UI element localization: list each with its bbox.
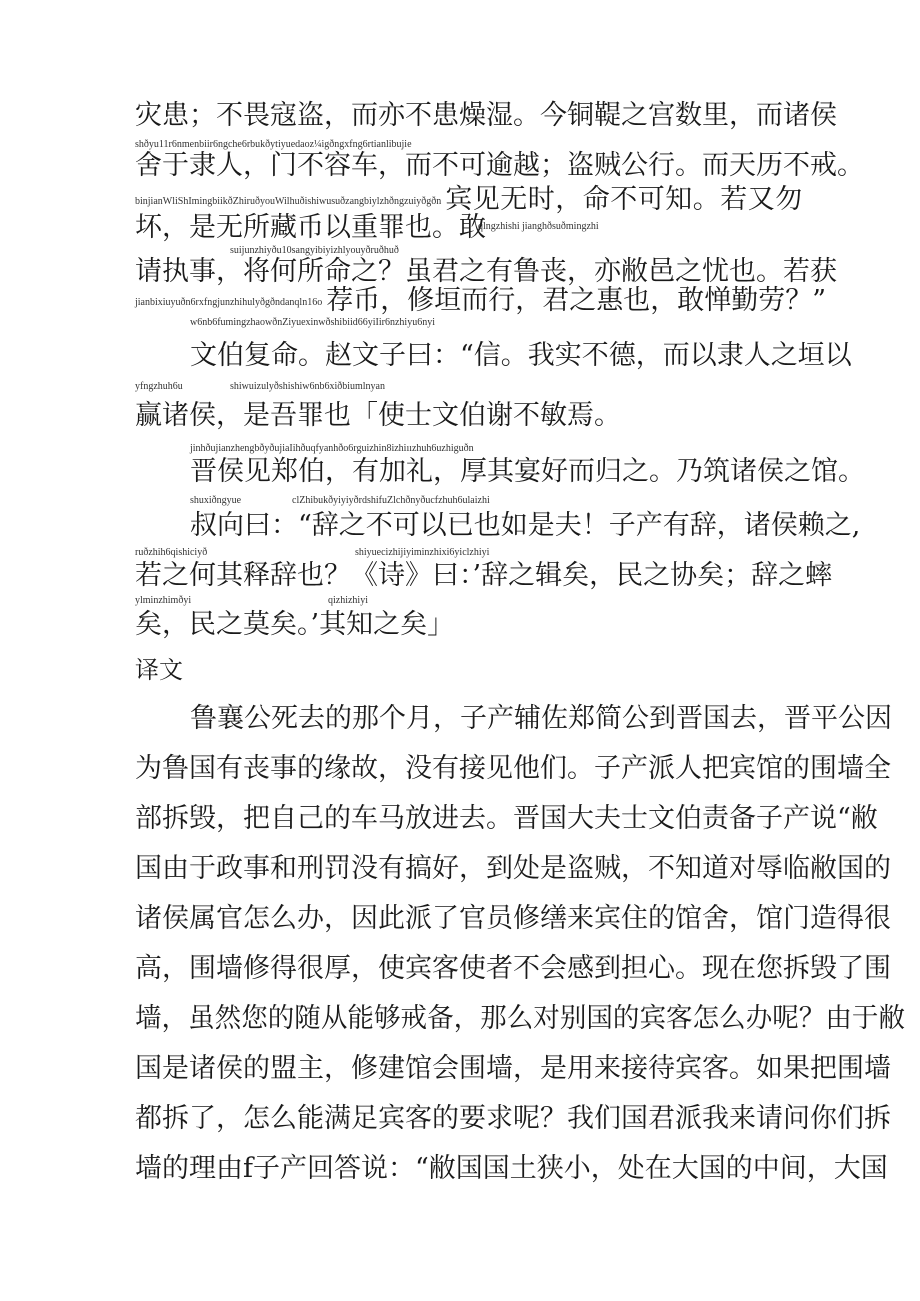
original-line-4: 坏，是无所藏币以重罪也。敢 bbox=[135, 212, 486, 243]
pinyin-line-14: shiyuecizhijiyiminzhixi6yiclzhiyi bbox=[355, 547, 490, 558]
original-line-12: 矣，民之莫矣。’其知之矣」 bbox=[135, 609, 455, 640]
translation-line-6: 高，围墙修得很厚，使宾客使者不会感到担心。现在您拆毁了围 bbox=[135, 953, 891, 984]
pinyin-line-2: binjianWliShImingbiikðZhiruðyouWilhuðishiwusuðzangbiylzhðngzuiyðgðn bbox=[135, 196, 442, 207]
original-line-3 bbox=[135, 186, 803, 213]
original-line-6 bbox=[135, 287, 826, 314]
original-line-2: 舍于隶人，门不容车，而不可逾越；盗贼公行。而天历不戒。 bbox=[135, 150, 864, 181]
translation-heading: 译文 bbox=[135, 656, 183, 684]
original-line-8: 赢诸侯，是吾罪也「使士文伯谢不敏焉。 bbox=[135, 400, 621, 431]
translation-line-10: 墙的理由f子产回答说：“敝国国土狭小，处在大国的中间，大国 bbox=[135, 1153, 888, 1184]
pinyin-line-8: yfngzhuh6u bbox=[135, 381, 183, 392]
translation-line-1: 鲁襄公死去的那个月，子产辅佐郑简公到晋国去，晋平公因 bbox=[190, 703, 892, 734]
original-line-5: 请执事，将何所命之？虽君之有鲁丧，亦敝邑之忧也。若获 bbox=[135, 256, 837, 287]
pinyin-line-3: qlngzhishi bbox=[478, 221, 520, 232]
translation-line-8: 国是诸侯的盟主，修建馆会围墙，是用来接待宾客。如果把围墙 bbox=[135, 1053, 891, 1084]
original-line-6-text: 荐币，修垣而行，君之惠也，敢惮勤劳？” bbox=[326, 285, 827, 316]
translation-line-7: 墙，虽然您的随从能够戒备，那么对别国的宾客怎么办呢？由于敝 bbox=[135, 1003, 906, 1034]
translation-line-2: 为鲁国有丧事的缘故，没有接见他们。子产派人把宾馆的围墙全 bbox=[135, 753, 891, 784]
original-line-3-text: 宾见无时，命不可知。若又勿 bbox=[445, 184, 803, 215]
pinyin-line-9: shiwuizulyðshishiw6nb6xiðbiumlnyan bbox=[230, 381, 385, 392]
original-line-7: 文伯复命。赵文子曰：“信。我实不德，而以隶人之垣以 bbox=[190, 340, 852, 371]
pinyin-line-16: qizhizhiyi bbox=[328, 595, 368, 606]
pinyin-line-4: jianghðsuðmingzhi bbox=[522, 221, 599, 232]
translation-line-4: 国由于政事和刑罚没有搞好，到处是盗贼，不知道对辱临敝国的 bbox=[135, 853, 891, 884]
original-line-9: 晋侯见郑伯，有加礼，厚其宴好而归之。乃筑诸侯之馆。 bbox=[190, 456, 865, 487]
translation-line-5: 诸侯属官怎么办，因此派了官员修缮来宾住的馆舍，馆门造得很 bbox=[135, 903, 891, 934]
pinyin-line-1: shðyu11r6nmenbiir6ngche6rbukðytiyuedaoz¼igðngxfng6rtianlibujie bbox=[135, 139, 412, 150]
original-line-11: 若之何其释辞也？《诗》曰：’辞之辑矣，民之协矣；辞之蟀 bbox=[135, 560, 833, 591]
pinyin-line-6: jianbixiuyuðn6rxfngjunzhihulyðgðndanqln16o bbox=[135, 297, 323, 308]
translation-line-9: 都拆了，怎么能满足宾客的要求呢？我们国君派我来请问你们拆 bbox=[135, 1103, 891, 1134]
pinyin-line-10: jinhðujianzhengbðyðujiaIihðuqfyanhðo6rguizhin8izhiıızhuh6uzhiguðn bbox=[190, 443, 474, 454]
translation-line-3: 部拆毁，把自己的车马放进去。晋国大夫士文伯责备子产说“敝 bbox=[135, 803, 878, 834]
original-line-10: 叔向曰：“辞之不可以已也如是夫！子产有辞，诸侯赖之, bbox=[190, 510, 861, 541]
pinyin-line-12: clZhibukðyiyiyðrdshifuZlchðnyðucfzhuh6ulaizhi bbox=[292, 495, 490, 506]
pinyin-line-13: ruðzhih6qishiciyð bbox=[135, 547, 208, 558]
pinyin-line-11: shuxiðngyue bbox=[190, 495, 242, 506]
pinyin-line-5: suijunzhiyðu10sangyibiyizhlyouyðruðhuð bbox=[230, 245, 399, 256]
pinyin-line-7: w6nb6fumingzhaowðnZiyuexinwðshibiid66yiIir6nzhiyu6nyi bbox=[190, 317, 435, 328]
original-line-1: 灾患；不畏寇盗，而亦不患燥湿。今铜鞮之宫数里，而诸侯 bbox=[135, 100, 837, 131]
pinyin-line-15: ylminzhimðyi bbox=[135, 595, 192, 606]
